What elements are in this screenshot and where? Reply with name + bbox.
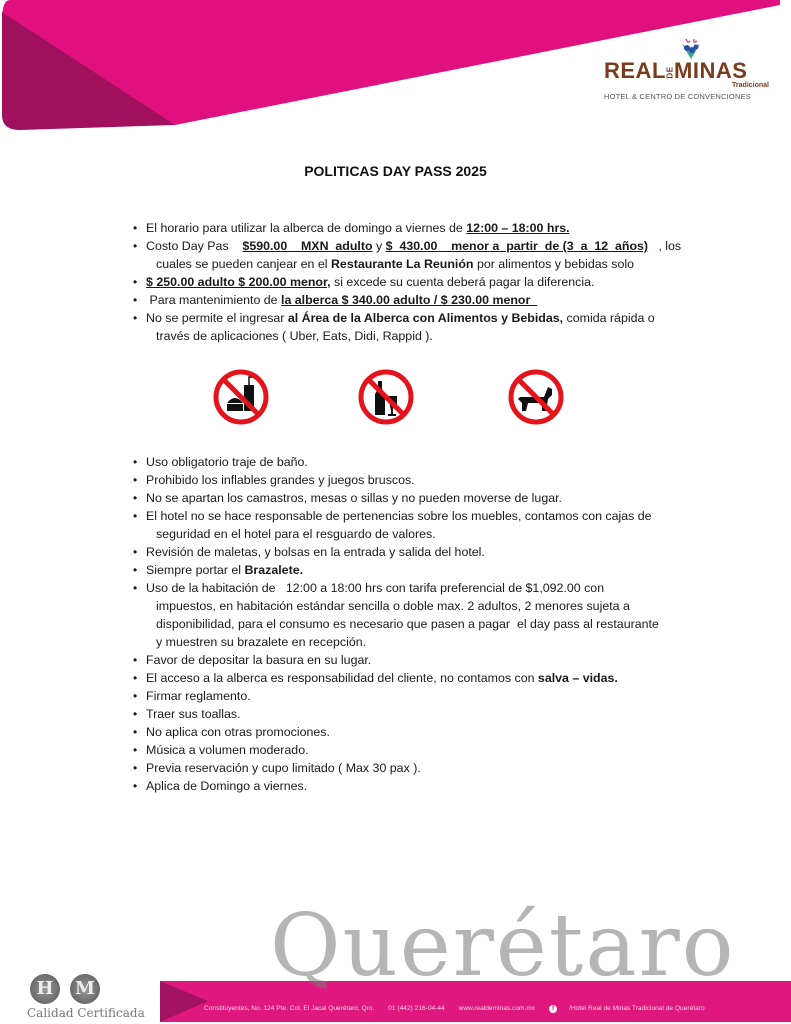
hotel-logo [600, 38, 775, 106]
rule-no-food: • No se permite el ingresar al Área de la Alberca con Alimentos y Bebidas, comida rápida o través de aplicaciones ( Uber, Eats, Didi, Rappid ). [133, 309, 703, 345]
footer-phone: 01 (442) 216-04-44 [388, 1005, 445, 1012]
rule-bag-check: • Revisión de maletas, y bolsas en la entrada y salida del hotel. [133, 543, 703, 561]
rule-consumption: • $ 250.00 adulto $ 200.00 menor, si excede su cuenta deberá pagar la diferencia. [133, 273, 703, 291]
rule-towels: • Traer sus toallas. [133, 705, 703, 723]
rule-inflatables: • Prohibido los inflables grandes y juegos bruscos. [133, 471, 703, 489]
rule-maintenance: • Para mantenimiento de la alberca $ 340.00 adulto / $ 230.00 menor [133, 291, 703, 309]
rules-list-bottom [133, 453, 703, 795]
rule-schedule: • El horario para utilizar la alberca de domingo a viernes de 12:00 – 18:00 hrs. [133, 219, 703, 237]
no-pets-icon [506, 367, 566, 427]
rule-bracelet: • Siempre portar el Brazalete. [133, 561, 703, 579]
page-title: POLITICAS DAY PASS 2025 [304, 163, 487, 179]
rule-trash: • Favor de depositar la basura en su lugar. [133, 651, 703, 669]
rule-belongings: • El hotel no se hace responsable de pertenencias sobre los muebles, contamos con cajas de seguridad en el hotel para el resguardo de valores. [133, 507, 703, 543]
footer-arrow [160, 981, 208, 1022]
logo-tagline: Tradicional [732, 82, 769, 89]
rules-list-top [133, 219, 703, 345]
footer-address: Constituyentes, No. 124 Pte. Col. El Jacal Querétaro, Qro. [204, 1005, 375, 1012]
no-food-drink-icon [211, 367, 271, 427]
seal-m-icon: M [70, 974, 100, 1004]
rule-days: • Aplica de Domingo a viernes. [133, 777, 703, 795]
rule-loungers: • No se apartan los camastros, mesas o sillas y no pueden moverse de lugar. [133, 489, 703, 507]
rule-no-promos: • No aplica con otras promociones. [133, 723, 703, 741]
logo-wordmark: REALDEMINAS [604, 58, 748, 83]
facebook-icon: f [549, 1005, 557, 1013]
logo-flower-icon [678, 38, 704, 60]
footer-website[interactable]: www.realdeminas.com.mx [458, 1005, 536, 1012]
rule-cost: • Costo Day Pas $590.00 MXN adulto y $ 430.00 menor a partir de (3 a 12 años) , los cuales se pueden canjear en el Restaurante La Reunión por alimentos y bebidas solo [133, 237, 703, 273]
no-alcohol-icon [356, 367, 416, 427]
rule-swimsuit: • Uso obligatorio traje de baño. [133, 453, 703, 471]
seal-h-icon: H [30, 974, 60, 1004]
rule-reservation: • Previa reservación y cupo limitado ( Max 30 pax ). [133, 759, 703, 777]
footer-facebook[interactable]: /Hotel Real de Minas Tradicional de Querétaro [569, 1005, 705, 1012]
rule-music: • Música a volumen moderado. [133, 741, 703, 759]
rule-sign-rules: • Firmar reglamento. [133, 687, 703, 705]
footer-city-watermark: Querétaro [270, 896, 736, 996]
logo-subtitle: HOTEL & CENTRO DE CONVENCIONES [604, 92, 751, 101]
footer-contact [204, 1005, 705, 1013]
certification-label: Calidad Certificada [27, 1006, 145, 1020]
rule-lifeguard: • El acceso a la alberca es responsabilidad del cliente, no contamos con salva – vidas. [133, 669, 703, 687]
prohibition-icons [0, 367, 791, 431]
rule-room-use: • Uso de la habitación de 12:00 a 18:00 hrs con tarifa preferencial de $1,092.00 con impuestos, en habitación estándar sencilla o doble max. 2 adultos, 2 menores sujeta a disponibilidad, para el consumo es necesario que pasen a pagar el day pass al restaurante y muestren su brazalete en recepción. [133, 579, 703, 651]
